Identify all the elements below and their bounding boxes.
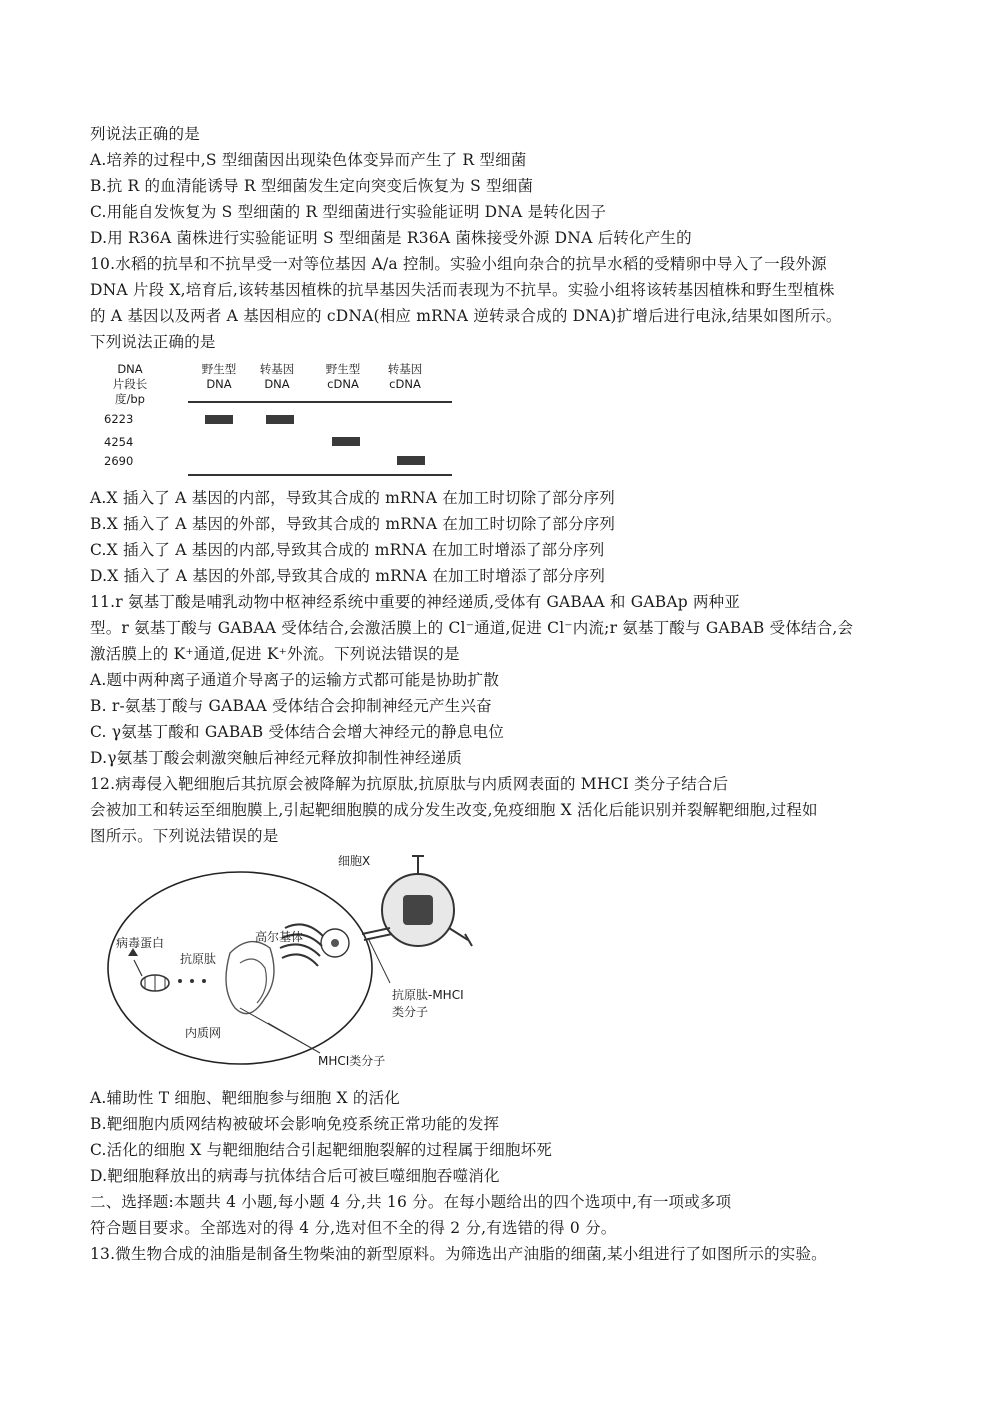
- gel-band: [266, 415, 294, 424]
- gel-band: [205, 415, 233, 424]
- option-a: A.题中两种离子通道介导离子的运输方式都可能是协助扩散: [90, 671, 500, 689]
- lane-label: 转基因 DNA: [259, 362, 295, 391]
- option-c: C.用能自发恢复为 S 型细菌的 R 型细菌进行实验能证明 DNA 是转化因子: [90, 203, 607, 221]
- option-a: A.辅助性 T 细胞、靶细胞参与细胞 X 的活化: [90, 1089, 401, 1107]
- option-d: D.X 插入了 A 基因的外部,导致其合成的 mRNA 在加工时增添了部分序列: [90, 567, 606, 585]
- lane-label: 野生型 DNA: [201, 362, 237, 391]
- option-a: A.X 插入了 A 基因的内部，导致其合成的 mRNA 在加工时切除了部分序列: [90, 489, 615, 507]
- option-d: D.靶细胞释放出的病毒与抗体结合后可被巨噬细胞吞噬消化: [90, 1167, 500, 1185]
- text-line: 下列说法正确的是: [90, 333, 216, 351]
- lane-label: 野生型 cDNA: [325, 362, 361, 391]
- text-line: 符合题目要求。全部选对的得 4 分,选对但不全的得 2 分,有选错的得 0 分。: [90, 1219, 617, 1237]
- label-cell-x: 细胞X: [338, 854, 371, 868]
- cell-diagram: [100, 848, 620, 1078]
- question-13: 13.微生物合成的油脂是制备生物柴油的新型原料。为筛选出产油脂的细菌,某小组进行了如图所示的实验。: [90, 1245, 827, 1263]
- text-line: DNA 片段 X,培育后,该转基因植株的抗旱基因失活而表现为不抗旱。实验小组将该转基因植株和野生型植株: [90, 281, 835, 299]
- cell-illustration: [100, 848, 620, 1078]
- size-label: 6223: [104, 412, 134, 426]
- label-antigen-peptide: 抗原肽: [180, 952, 217, 966]
- option-b: B.X 插入了 A 基因的外部，导致其合成的 mRNA 在加工时切除了部分序列: [90, 515, 616, 533]
- gel-band: [397, 456, 425, 465]
- option-d: D.用 R36A 菌株进行实验能证明 S 型细菌是 R36A 菌株接受外源 DNA 后转化产生的: [90, 229, 692, 247]
- label-complex: 抗原肽-MHCI: [392, 988, 464, 1002]
- label-virus-protein: 病毒蛋白: [116, 936, 165, 950]
- section-heading: 二、选择题:本题共 4 小题,每小题 4 分,共 16 分。在每小题给出的四个选项中,有一项或多项: [90, 1193, 732, 1211]
- option-c: C. γ氨基丁酸和 GABAB 受体结合会增大神经元的静息电位: [90, 723, 505, 741]
- gel-bottom-line: [188, 474, 452, 476]
- question-10: 10.水稻的抗旱和不抗旱受一对等位基因 A/a 控制。实验小组向杂合的抗旱水稻的受精卵中导入了一段外源: [90, 255, 827, 273]
- option-c: C.活化的细胞 X 与靶细胞结合引起靶细胞裂解的过程属于细胞坏死: [90, 1141, 553, 1159]
- gel-figure: [90, 360, 460, 482]
- text-line: 图所示。下列说法错误的是: [90, 827, 279, 845]
- text-line: 列说法正确的是: [90, 125, 200, 143]
- label-complex: 类分子: [392, 1005, 429, 1019]
- label-mhc: MHCI类分子: [318, 1054, 386, 1068]
- size-label: 4254: [104, 435, 134, 449]
- option-b: B.抗 R 的血清能诱导 R 型细菌发生定向突变后恢复为 S 型细菌: [90, 177, 534, 195]
- option-b: B.靶细胞内质网结构被破坏会影响免疫系统正常功能的发挥: [90, 1115, 500, 1133]
- text-line: 会被加工和转运至细胞膜上,引起靶细胞膜的成分发生改变,免疫细胞 X 活化后能识别并裂解靶细胞,过程如: [90, 801, 818, 819]
- option-d: D.γ氨基丁酸会刺激突触后神经元释放抑制性神经递质: [90, 749, 463, 767]
- text-line: 的 A 基因以及两者 A 基因相应的 cDNA(相应 mRNA 逆转录合成的 DNA)扩增后进行电泳,结果如图所示。: [90, 307, 842, 325]
- option-a: A.培养的过程中,S 型细菌因出现染色体变异而产生了 R 型细菌: [90, 151, 527, 169]
- label-golgi: 高尔基体: [255, 930, 304, 944]
- size-label: 2690: [104, 454, 134, 468]
- text-line: 激活膜上的 K⁺通道,促进 K⁺外流。下列说法错误的是: [90, 645, 460, 663]
- gel-band: [332, 437, 360, 446]
- text-line: 型。r 氨基丁酸与 GABAA 受体结合,会激活膜上的 Cl⁻通道,促进 Cl⁻内流;r 氨基丁酸与 GABAB 受体结合,会: [90, 619, 854, 637]
- question-12: 12.病毒侵入靶细胞后其抗原会被降解为抗原肽,抗原肽与内质网表面的 MHCI 类分子结合后: [90, 775, 729, 793]
- lane-label: 转基因 cDNA: [387, 362, 423, 391]
- label-er: 内质网: [185, 1026, 222, 1040]
- option-b: B. r-氨基丁酸与 GABAA 受体结合会抑制神经元产生兴奋: [90, 697, 492, 715]
- gel-top-line: [188, 401, 452, 403]
- gel-axis-title: DNA 片段长度/bp: [112, 362, 148, 406]
- question-11: 11.r 氨基丁酸是哺乳动物中枢神经系统中重要的神经递质,受体有 GABAA 和 GABAp 两种亚: [90, 593, 741, 611]
- option-c: C.X 插入了 A 基因的内部,导致其合成的 mRNA 在加工时增添了部分序列: [90, 541, 605, 559]
